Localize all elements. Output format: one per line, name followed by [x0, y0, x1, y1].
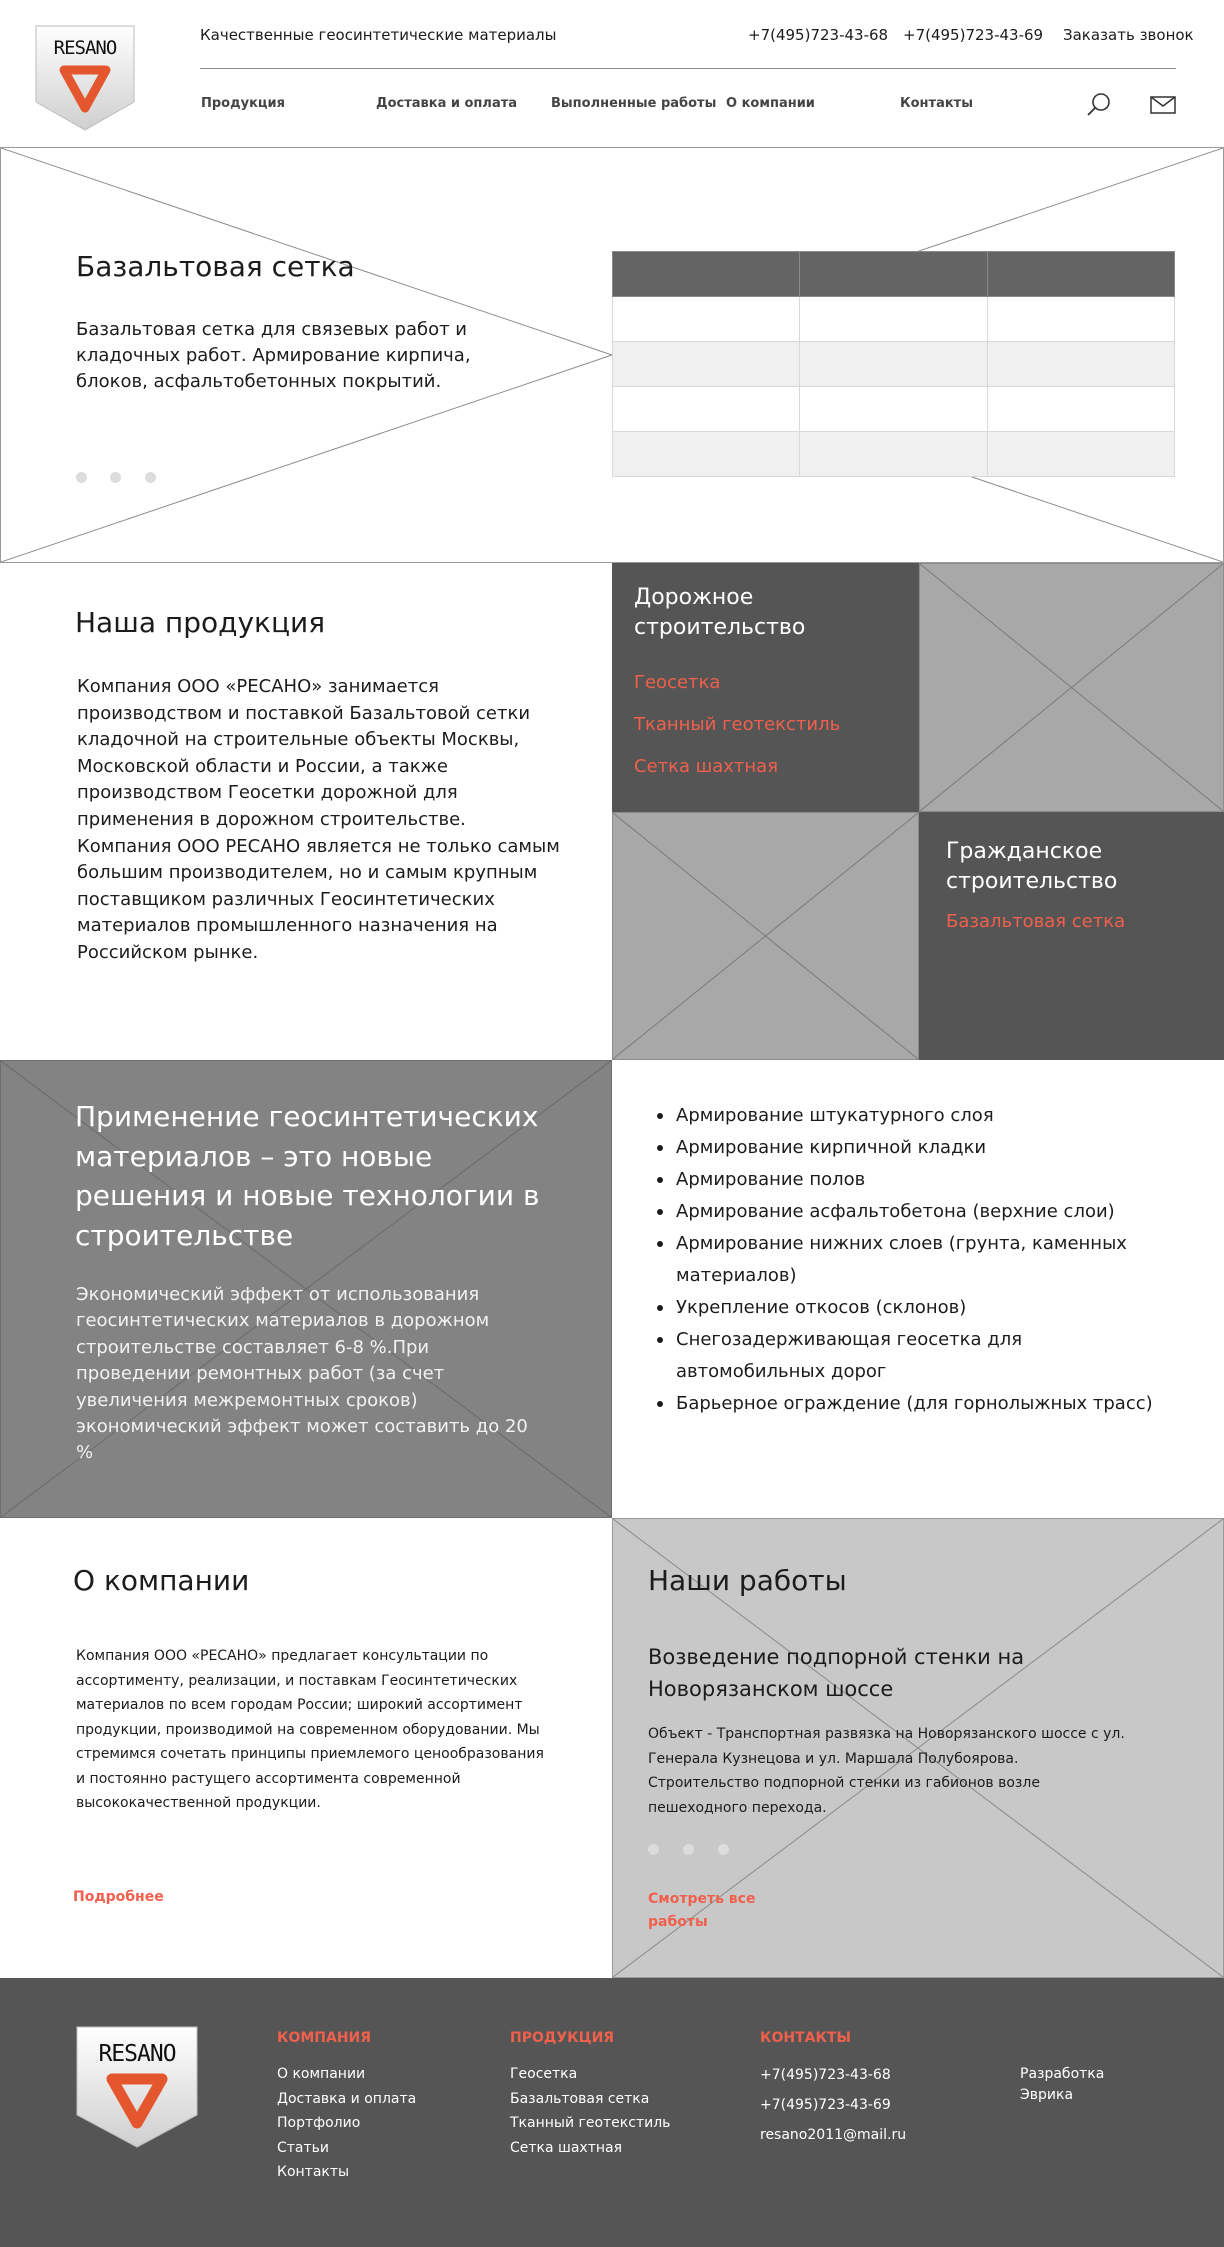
footer-link[interactable]: Базальтовая сетка: [510, 2090, 650, 2107]
callback-link[interactable]: Заказать звонок: [1063, 26, 1194, 44]
nav-products[interactable]: Продукция: [201, 96, 286, 111]
footer-link[interactable]: О компании: [277, 2066, 366, 2082]
list-item: Армирование полов: [676, 1164, 1156, 1196]
works-slide-dot[interactable]: [683, 1844, 694, 1855]
hero-slide-dot[interactable]: [76, 472, 87, 483]
category-link-geonet[interactable]: Геосетка: [634, 672, 721, 693]
work-item-title[interactable]: Возведение подпорной стенки на Новорязанском шоссе: [648, 1645, 1025, 1701]
nav-about[interactable]: О компании: [726, 96, 815, 111]
footer-link[interactable]: Геосетка: [510, 2066, 578, 2082]
hero-text: Базальтовая сетка для связевых работ и кладочных работ. Армирование кирпича, блоков, асфальтобетонных покрытий.: [76, 319, 471, 392]
works-slide-dot[interactable]: [648, 1844, 659, 1855]
category-civil-title: Гражданское строительство: [946, 839, 1118, 894]
application-list: [676, 1100, 1156, 1420]
header-divider: [200, 68, 1176, 69]
category-link-geotextile[interactable]: Тканный геотекстиль: [634, 714, 841, 735]
nav-delivery[interactable]: Доставка и оплата: [376, 96, 518, 111]
header-phone-1[interactable]: +7(495)723-43-68: [748, 26, 889, 44]
hero-table: [612, 251, 1175, 477]
category-link-mine-mesh[interactable]: Сетка шахтная: [634, 756, 779, 777]
footer-link[interactable]: Контакты: [277, 2164, 350, 2180]
site-header: [0, 0, 1224, 147]
table-header-row: [613, 252, 1175, 297]
works-slide-dot[interactable]: [718, 1844, 729, 1855]
products-paragraph-line: Компания ООО РЕСАНО является не только самым большим производителем, но и самым крупным поставщиком различных Геосинтетических материалов промышленного назначения на Российском рынке.: [77, 835, 560, 963]
list-item: Барьерное ограждение (для горнолыжных трасс): [676, 1388, 1156, 1420]
footer-phone-1[interactable]: +7(495)723-43-68: [760, 2067, 891, 2083]
footer-link[interactable]: Доставка и оплата: [277, 2090, 417, 2107]
nav-works[interactable]: Выполненные работы: [551, 96, 717, 111]
logo-text: RESANO: [53, 37, 117, 59]
site-logo[interactable]: [34, 24, 136, 132]
list-item: Армирование штукатурного слоя: [676, 1100, 1156, 1132]
table-row: [613, 432, 1175, 477]
footer-link[interactable]: Портфолио: [277, 2115, 361, 2131]
footer-link[interactable]: Статьи: [277, 2139, 330, 2156]
application-text: Экономический эффект от использования геосинтетических материалов в дорожном строительстве составляет 6-8 %.При проведении ремонтных работ (за счет увеличения межремонтных сроков) экономический эффект может составить до 20 %: [76, 1284, 528, 1464]
list-item: Укрепление откосов (склонов): [676, 1292, 1156, 1324]
footer-products-heading: ПРОДУКЦИЯ: [510, 2030, 615, 2046]
table-row: [613, 387, 1175, 432]
mail-icon[interactable]: [1150, 96, 1176, 118]
application-title: Применение геосинтетических материалов – это новые решения и новые технологии в строительстве: [75, 1100, 540, 1252]
about-text: Компания ООО «РЕСАНО» предлагает консультации по ассортименту, реализации, и поставкам Геосинтетических материалов по всем городам России; широкий ассортимент продукции, производимой на современном оборудовании. Мы стремимся сочетать принципы приемлемого ценообразования и постоянно растущего ассортимента современной высококачественной продукции.: [76, 1648, 544, 1811]
footer-company-list: [277, 2062, 416, 2185]
table-row: [613, 342, 1175, 387]
footer-link[interactable]: Тканный геотекстиль: [510, 2115, 671, 2131]
footer-contacts-heading: КОНТАКТЫ: [760, 2030, 851, 2046]
nav-contacts[interactable]: Контакты: [900, 96, 973, 111]
footer-link[interactable]: Сетка шахтная: [510, 2139, 623, 2156]
footer-logo[interactable]: [75, 2025, 199, 2149]
products-title: Наша продукция: [75, 606, 326, 639]
table-row: [613, 297, 1175, 342]
hero-slide-dot[interactable]: [145, 472, 156, 483]
header-phone-2[interactable]: +7(495)723-43-69: [903, 26, 1044, 44]
footer-company-heading: КОМПАНИЯ: [277, 2030, 372, 2046]
list-item: Снегозадерживающая геосетка для автомобильных дорог: [676, 1324, 1156, 1388]
footer-phone-2[interactable]: +7(495)723-43-69: [760, 2097, 891, 2113]
category-link-basalt-mesh[interactable]: Базальтовая сетка: [946, 911, 1126, 932]
footer-products-list: [510, 2062, 670, 2160]
products-paragraph-line: Компания ООО «РЕСАНО» занимается производством и поставкой Базальтовой сетки кладочной на строительные объекты Москвы, Московской области и России, а также производством Геосетки дорожной для применения в дорожном строительстве.: [77, 676, 531, 830]
about-more-link[interactable]: Подробнее: [73, 1889, 164, 1905]
image-placeholder: [919, 563, 1224, 812]
hero-title: Базальтовая сетка: [76, 250, 355, 283]
logo-text: RESANO: [98, 2041, 176, 2067]
about-title: О компании: [73, 1564, 250, 1597]
products-text: [77, 674, 562, 967]
developer-credit[interactable]: Разработка Эврика: [1020, 2066, 1105, 2103]
products-paragraph: [77, 674, 562, 967]
category-road-title: Дорожное строительство: [634, 585, 806, 640]
site-footer: [0, 1978, 1224, 2247]
image-placeholder: [612, 812, 919, 1060]
search-icon[interactable]: [1086, 92, 1112, 122]
work-item-text: Объект - Транспортная развязка на Новорязанского шоссе с ул. Генерала Кузнецова и ул. Маршала Полубоярова. Строительство подпорной стенки из габионов возле пешеходного перехода.: [648, 1726, 1125, 1816]
list-item: Армирование нижних слоев (грунта, каменных материалов): [676, 1228, 1156, 1292]
footer-email[interactable]: resano2011@mail.ru: [760, 2127, 907, 2143]
list-item: Армирование асфальтобетона (верхние слои): [676, 1196, 1156, 1228]
works-title: Наши работы: [648, 1564, 847, 1597]
hero-slide-dot[interactable]: [110, 472, 121, 483]
all-works-link[interactable]: Смотреть все работы: [648, 1891, 756, 1930]
tagline: Качественные геосинтетические материалы: [200, 26, 557, 44]
list-item: Армирование кирпичной кладки: [676, 1132, 1156, 1164]
